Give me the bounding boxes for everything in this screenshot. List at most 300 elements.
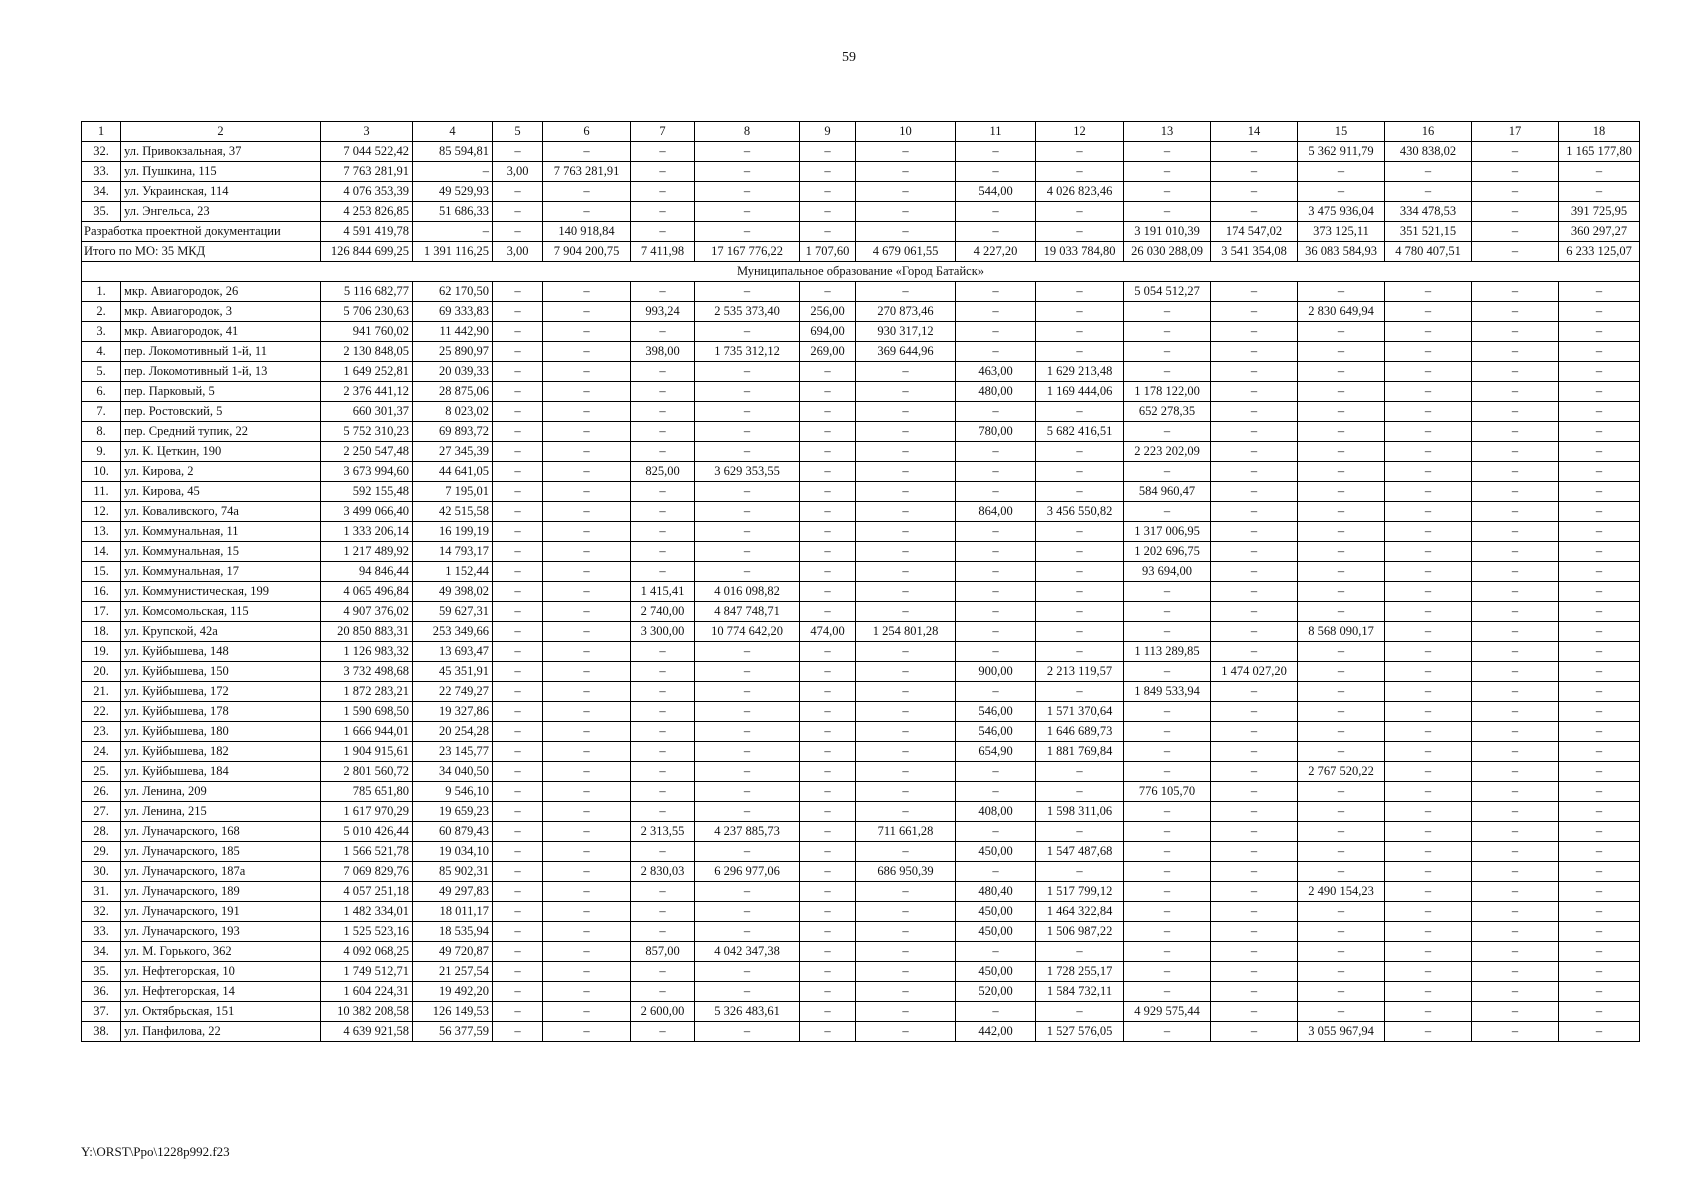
table-cell: – <box>493 402 543 422</box>
table-cell: – <box>856 202 956 222</box>
table-cell: – <box>1385 822 1472 842</box>
table-cell: – <box>695 962 800 982</box>
table-cell: – <box>800 562 856 582</box>
table-cell: 5 706 230,63 <box>321 302 413 322</box>
table-cell: – <box>856 742 956 762</box>
table-cell: 4 065 496,84 <box>321 582 413 602</box>
table-cell: – <box>800 222 856 242</box>
table-cell: – <box>800 362 856 382</box>
table-cell: – <box>956 942 1036 962</box>
table-cell: – <box>800 502 856 522</box>
table-cell: – <box>631 482 695 502</box>
table-cell: 23 145,77 <box>413 742 493 762</box>
table-cell: – <box>1124 882 1211 902</box>
table-cell: – <box>1036 562 1124 582</box>
table-cell: – <box>856 702 956 722</box>
table-cell: 60 879,43 <box>413 822 493 842</box>
table-cell: – <box>1298 322 1385 342</box>
table-cell: – <box>1385 882 1472 902</box>
table-cell: – <box>1472 1022 1559 1042</box>
table-body <box>82 122 1640 1042</box>
table-cell: 4 057 251,18 <box>321 882 413 902</box>
table-cell: 450,00 <box>956 962 1036 982</box>
table-cell: – <box>956 622 1036 642</box>
table-cell: 35. <box>82 202 121 222</box>
table-cell: – <box>543 662 631 682</box>
table-cell: – <box>695 982 800 1002</box>
table-cell: 1 566 521,78 <box>321 842 413 862</box>
table-cell: – <box>1211 382 1298 402</box>
table-cell: – <box>1472 962 1559 982</box>
table-cell: 1 584 732,11 <box>1036 982 1124 1002</box>
column-header: 5 <box>493 122 543 142</box>
table-cell: – <box>1036 942 1124 962</box>
table-cell: 49 529,93 <box>413 182 493 202</box>
table-cell: – <box>1298 742 1385 762</box>
table-cell: – <box>1124 722 1211 742</box>
table-cell: – <box>1124 902 1211 922</box>
table-cell: 654,90 <box>956 742 1036 762</box>
table-cell: – <box>1472 622 1559 642</box>
table-cell: 2. <box>82 302 121 322</box>
table-cell: – <box>631 642 695 662</box>
table-cell: – <box>800 702 856 722</box>
table-cell: пер. Локомотивный 1-й, 13 <box>121 362 321 382</box>
table-cell: – <box>1298 582 1385 602</box>
table-cell: – <box>1559 982 1640 1002</box>
table-cell: – <box>1211 402 1298 422</box>
table-cell: – <box>1036 822 1124 842</box>
table-cell: – <box>631 722 695 742</box>
table-cell: – <box>1124 322 1211 342</box>
table-cell: – <box>856 282 956 302</box>
table-cell: – <box>1559 522 1640 542</box>
column-header: 17 <box>1472 122 1559 142</box>
table-cell: 3,00 <box>493 242 543 262</box>
table-cell: – <box>1559 902 1640 922</box>
table-cell: 785 651,80 <box>321 782 413 802</box>
table-cell: – <box>1211 862 1298 882</box>
table-cell: – <box>631 142 695 162</box>
table-cell: – <box>1472 402 1559 422</box>
table-cell: 7 195,01 <box>413 482 493 502</box>
table-cell: 4 780 407,51 <box>1385 242 1472 262</box>
table-cell: – <box>1385 362 1472 382</box>
table-cell: пер. Средний тупик, 22 <box>121 422 321 442</box>
table-row <box>82 562 1640 582</box>
table-cell: – <box>695 222 800 242</box>
table-cell: – <box>1559 922 1640 942</box>
table-cell: 14 793,17 <box>413 542 493 562</box>
table-cell: – <box>856 802 956 822</box>
table-cell: 391 725,95 <box>1559 202 1640 222</box>
table-cell: – <box>956 322 1036 342</box>
table-cell: – <box>1385 862 1472 882</box>
table-cell: 25. <box>82 762 121 782</box>
table-cell: – <box>1211 1022 1298 1042</box>
table-cell: – <box>1385 282 1472 302</box>
table-cell: – <box>631 762 695 782</box>
table-cell: – <box>1472 662 1559 682</box>
table-cell: – <box>1124 362 1211 382</box>
table-cell: 1 217 489,92 <box>321 542 413 562</box>
table-cell: – <box>800 862 856 882</box>
table-cell: 4 026 823,46 <box>1036 182 1124 202</box>
table-cell: – <box>1298 662 1385 682</box>
table-cell: – <box>856 502 956 522</box>
table-cell: ул. Куйбышева, 172 <box>121 682 321 702</box>
table-cell: 20 254,28 <box>413 722 493 742</box>
table-cell: – <box>1211 802 1298 822</box>
table-row <box>82 542 1640 562</box>
table-cell: – <box>1036 322 1124 342</box>
table-cell: – <box>631 962 695 982</box>
table-cell: – <box>1124 182 1211 202</box>
table-cell: – <box>631 182 695 202</box>
table-cell: – <box>800 522 856 542</box>
table-cell: – <box>1472 462 1559 482</box>
table-cell: 5 752 310,23 <box>321 422 413 442</box>
table-cell: – <box>856 162 956 182</box>
table-cell: 5 116 682,77 <box>321 282 413 302</box>
table-cell: ул. Луначарского, 187а <box>121 862 321 882</box>
table-cell: – <box>956 682 1036 702</box>
table-cell: – <box>1385 982 1472 1002</box>
table-cell: – <box>493 442 543 462</box>
table-cell: – <box>856 422 956 442</box>
table-cell: – <box>800 942 856 962</box>
design-documentation-row <box>82 222 1640 242</box>
table-cell: – <box>695 662 800 682</box>
table-cell: – <box>1385 342 1472 362</box>
table-cell: 126 844 699,25 <box>321 242 413 262</box>
table-cell: – <box>1036 762 1124 782</box>
table-cell: – <box>1298 502 1385 522</box>
table-row <box>82 1022 1640 1042</box>
table-cell: – <box>1559 802 1640 822</box>
table-cell: – <box>1385 922 1472 942</box>
table-cell: 6 296 977,06 <box>695 862 800 882</box>
table-row <box>82 162 1640 182</box>
table-cell: – <box>1559 762 1640 782</box>
table-cell: – <box>493 422 543 442</box>
table-cell: 398,00 <box>631 342 695 362</box>
table-cell: – <box>1124 662 1211 682</box>
table-cell: 2 801 560,72 <box>321 762 413 782</box>
table-cell: – <box>1298 162 1385 182</box>
table-cell: – <box>493 1022 543 1042</box>
table-cell: – <box>1559 342 1640 362</box>
table-cell: – <box>800 442 856 462</box>
column-header: 9 <box>800 122 856 142</box>
table-cell: 546,00 <box>956 702 1036 722</box>
table-cell: – <box>695 362 800 382</box>
table-cell: пер. Локомотивный 1-й, 11 <box>121 342 321 362</box>
section-title-row <box>82 262 1640 282</box>
table-cell: 18 535,94 <box>413 922 493 942</box>
column-header: 18 <box>1559 122 1640 142</box>
table-cell: – <box>856 762 956 782</box>
table-cell: 13 693,47 <box>413 642 493 662</box>
table-cell: – <box>856 682 956 702</box>
table-cell: – <box>1559 362 1640 382</box>
table-cell: 544,00 <box>956 182 1036 202</box>
table-cell: 4 253 826,85 <box>321 202 413 222</box>
table-cell: 11. <box>82 482 121 502</box>
table-cell: 1 735 312,12 <box>695 342 800 362</box>
table-cell: 584 960,47 <box>1124 482 1211 502</box>
table-cell: – <box>1211 822 1298 842</box>
table-cell: 1 169 444,06 <box>1036 382 1124 402</box>
table-cell: – <box>1211 762 1298 782</box>
table-row <box>82 382 1640 402</box>
table-cell: 546,00 <box>956 722 1036 742</box>
table-cell: – <box>1385 1002 1472 1022</box>
table-cell: – <box>631 1022 695 1042</box>
table-cell: – <box>493 302 543 322</box>
table-cell: – <box>543 562 631 582</box>
table-cell: – <box>956 762 1036 782</box>
table-cell: 2 830 649,94 <box>1298 302 1385 322</box>
table-cell: ул. Кирова, 2 <box>121 462 321 482</box>
table-cell: – <box>543 842 631 862</box>
table-cell: – <box>1298 522 1385 542</box>
table-row <box>82 402 1640 422</box>
table-cell: – <box>695 142 800 162</box>
table-cell: 94 846,44 <box>321 562 413 582</box>
table-cell: – <box>1124 922 1211 942</box>
table-cell: – <box>1559 962 1640 982</box>
table-cell: 3 456 550,82 <box>1036 502 1124 522</box>
table-cell: – <box>956 442 1036 462</box>
table-cell: – <box>1472 422 1559 442</box>
table-cell: – <box>856 482 956 502</box>
table-cell: – <box>1385 842 1472 862</box>
table-cell: – <box>856 462 956 482</box>
row-label: Разработка проектной документации <box>82 222 321 242</box>
table-cell: 10 774 642,20 <box>695 622 800 642</box>
table-cell: – <box>800 182 856 202</box>
table-cell: 18 011,17 <box>413 902 493 922</box>
table-cell: ул. М. Горького, 362 <box>121 942 321 962</box>
table-cell: 8 023,02 <box>413 402 493 422</box>
table-cell: – <box>1036 222 1124 242</box>
table-cell: 1 126 983,32 <box>321 642 413 662</box>
column-header: 4 <box>413 122 493 142</box>
table-cell: мкр. Авиагородок, 26 <box>121 282 321 302</box>
table-cell: – <box>856 142 956 162</box>
table-cell: – <box>800 802 856 822</box>
table-cell: ул. Луначарского, 168 <box>121 822 321 842</box>
table-cell: 5 054 512,27 <box>1124 282 1211 302</box>
table-cell: – <box>1036 582 1124 602</box>
table-cell: ул. Луначарского, 189 <box>121 882 321 902</box>
table-cell: – <box>1211 142 1298 162</box>
table-cell: 825,00 <box>631 462 695 482</box>
table-cell: – <box>856 182 956 202</box>
table-cell: – <box>543 642 631 662</box>
table-cell: 1 202 696,75 <box>1124 542 1211 562</box>
table-cell: – <box>1124 622 1211 642</box>
table-cell: – <box>1298 802 1385 822</box>
table-cell: 28. <box>82 822 121 842</box>
table-cell: – <box>543 882 631 902</box>
table-cell: – <box>1036 302 1124 322</box>
table-cell: – <box>1472 142 1559 162</box>
column-header: 3 <box>321 122 413 142</box>
table-cell: – <box>1211 842 1298 862</box>
table-cell: – <box>800 982 856 1002</box>
table-cell: – <box>856 722 956 742</box>
table-cell: – <box>493 482 543 502</box>
table-cell: – <box>1559 542 1640 562</box>
table-cell: – <box>1211 322 1298 342</box>
table-cell: – <box>543 602 631 622</box>
table-cell: – <box>1298 822 1385 842</box>
table-cell: – <box>631 202 695 222</box>
table-cell: – <box>800 482 856 502</box>
table-cell: – <box>1385 402 1472 422</box>
table-cell: – <box>1385 582 1472 602</box>
table-cell: – <box>1298 862 1385 882</box>
table-cell: – <box>800 642 856 662</box>
table-cell: – <box>695 282 800 302</box>
table-cell: 4 227,20 <box>956 242 1036 262</box>
table-cell: ул. Нефтегорская, 14 <box>121 982 321 1002</box>
table-cell: – <box>543 702 631 722</box>
table-cell: – <box>1124 342 1211 362</box>
table-cell: – <box>1298 282 1385 302</box>
table-cell: – <box>631 682 695 702</box>
table-cell: – <box>1472 902 1559 922</box>
table-cell: – <box>695 1022 800 1042</box>
table-cell: 45 351,91 <box>413 662 493 682</box>
table-cell: – <box>1211 982 1298 1002</box>
table-cell: 652 278,35 <box>1124 402 1211 422</box>
table-cell: – <box>1211 962 1298 982</box>
table-cell: 20 039,33 <box>413 362 493 382</box>
table-cell: – <box>695 382 800 402</box>
table-cell: – <box>1036 782 1124 802</box>
table-cell: 93 694,00 <box>1124 562 1211 582</box>
table-cell: – <box>1385 622 1472 642</box>
table-cell: 7 763 281,91 <box>321 162 413 182</box>
table-cell: – <box>1559 582 1640 602</box>
table-cell: – <box>800 962 856 982</box>
table-cell: 592 155,48 <box>321 482 413 502</box>
table-cell: – <box>695 562 800 582</box>
table-row <box>82 1002 1640 1022</box>
table-cell: – <box>1559 842 1640 862</box>
table-cell: – <box>1472 162 1559 182</box>
table-cell: – <box>1472 862 1559 882</box>
table-cell: – <box>1298 902 1385 922</box>
table-row <box>82 922 1640 942</box>
table-cell: – <box>1211 542 1298 562</box>
table-row <box>82 142 1640 162</box>
table-cell: – <box>1298 362 1385 382</box>
table-cell: – <box>695 902 800 922</box>
table-row <box>82 962 1640 982</box>
table-cell: 32. <box>82 902 121 922</box>
table-cell: – <box>493 802 543 822</box>
table-cell: – <box>956 522 1036 542</box>
table-cell: 19 492,20 <box>413 982 493 1002</box>
table-cell: 1 649 252,81 <box>321 362 413 382</box>
table-row <box>82 202 1640 222</box>
table-cell: 480,00 <box>956 382 1036 402</box>
table-cell: – <box>1211 282 1298 302</box>
table-cell: – <box>631 902 695 922</box>
table-cell: – <box>493 682 543 702</box>
table-cell: – <box>631 422 695 442</box>
table-cell: 3 475 936,04 <box>1298 202 1385 222</box>
table-cell: 4 237 885,73 <box>695 822 800 842</box>
column-header: 7 <box>631 122 695 142</box>
table-cell: – <box>956 222 1036 242</box>
table-cell: – <box>800 902 856 922</box>
table-cell: – <box>1385 782 1472 802</box>
table-cell: – <box>1385 522 1472 542</box>
table-cell: – <box>543 622 631 642</box>
table-cell: – <box>1385 662 1472 682</box>
table-cell: – <box>695 522 800 542</box>
table-cell: – <box>800 422 856 442</box>
table-cell: – <box>1559 322 1640 342</box>
table-cell: – <box>1211 622 1298 642</box>
table-cell: – <box>1124 142 1211 162</box>
table-cell: 2 250 547,48 <box>321 442 413 462</box>
table-cell: – <box>493 942 543 962</box>
table-cell: ул. Куйбышева, 182 <box>121 742 321 762</box>
table-cell: – <box>1472 222 1559 242</box>
table-cell: – <box>1559 702 1640 722</box>
table-cell: – <box>800 782 856 802</box>
table-cell: – <box>1211 502 1298 522</box>
table-cell: ул. Ленина, 215 <box>121 802 321 822</box>
table-cell: – <box>1472 922 1559 942</box>
table-cell: 442,00 <box>956 1022 1036 1042</box>
table-cell: – <box>1472 282 1559 302</box>
table-cell: 23. <box>82 722 121 742</box>
table-cell: – <box>543 942 631 962</box>
table-cell: ул. Коммунистическая, 199 <box>121 582 321 602</box>
table-cell: 12. <box>82 502 121 522</box>
table-cell: – <box>1124 742 1211 762</box>
table-cell: 1 728 255,17 <box>1036 962 1124 982</box>
table-cell: – <box>1559 722 1640 742</box>
table-cell: 10 382 208,58 <box>321 1002 413 1022</box>
table-cell: 4 639 921,58 <box>321 1022 413 1042</box>
table-cell: 69 893,72 <box>413 422 493 442</box>
table-cell: 1 178 122,00 <box>1124 382 1211 402</box>
table-cell: – <box>1036 342 1124 362</box>
table-cell: – <box>493 982 543 1002</box>
table-cell: – <box>800 582 856 602</box>
table-cell: – <box>1385 322 1472 342</box>
table-cell: – <box>631 982 695 1002</box>
table-cell: 62 170,50 <box>413 282 493 302</box>
table-cell: – <box>1559 422 1640 442</box>
table-row <box>82 742 1640 762</box>
table-cell: – <box>493 622 543 642</box>
table-cell: – <box>543 762 631 782</box>
table-cell: 2 490 154,23 <box>1298 882 1385 902</box>
table-cell: – <box>1472 362 1559 382</box>
table-cell: – <box>1298 782 1385 802</box>
table-cell: – <box>543 462 631 482</box>
total-row <box>82 242 1640 262</box>
